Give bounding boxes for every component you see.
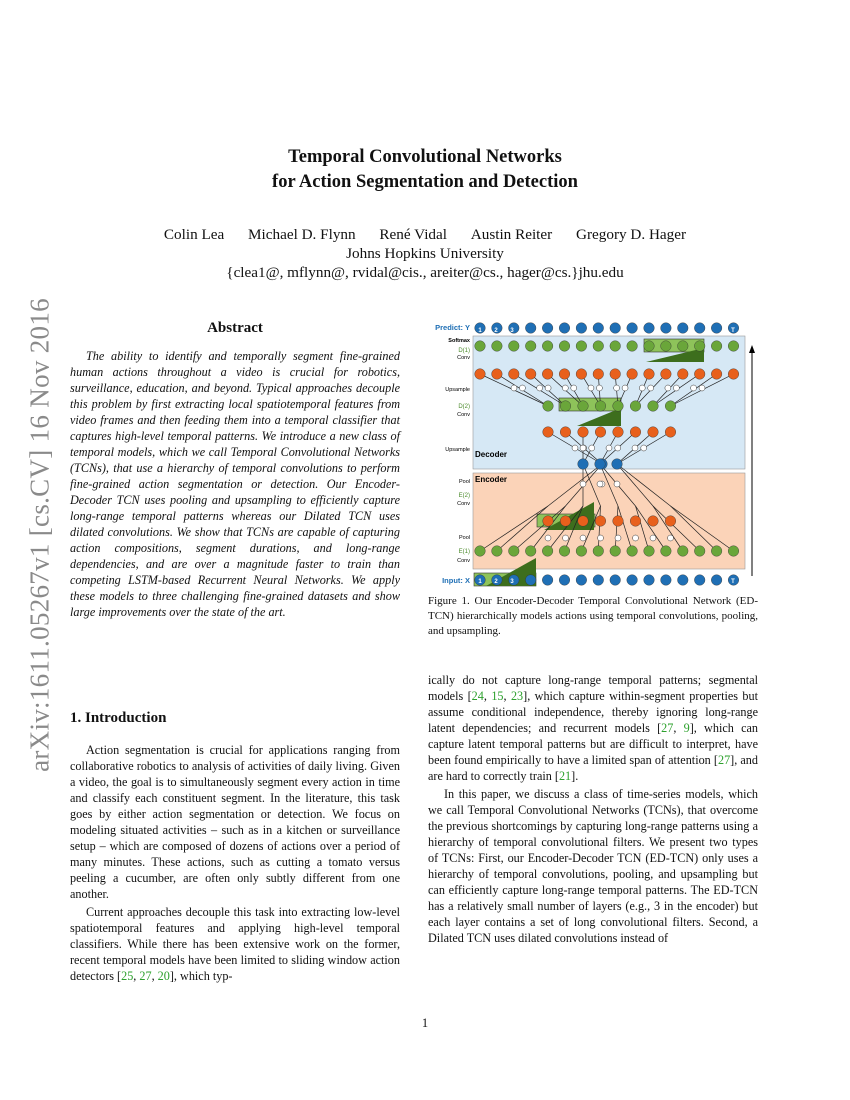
figure-caption: Figure 1. Our Encoder-Decoder Temporal Convolutional Network (ED-TCN) hierarchically models actions using temporal convolutions, pooling, and upsampling.	[428, 595, 758, 637]
network-node	[492, 546, 503, 557]
citation-link[interactable]: 27	[661, 721, 674, 735]
network-node	[525, 369, 536, 380]
network-node	[630, 427, 641, 438]
network-node	[542, 369, 553, 380]
svg-text:T: T	[731, 328, 735, 334]
author-1: Colin Lea	[163, 226, 225, 243]
svg-text:E(1): E(1)	[458, 549, 470, 555]
network-node	[595, 401, 606, 412]
plus-op-icon	[545, 535, 551, 541]
plus-op-icon	[633, 535, 639, 541]
right-paragraph-2: In this paper, we discuss a class of time-series models, which we call Temporal Convolutional Networks (TCNs), that overcome the previous shortcomings by capturing long-range patterns using a hierarchy of temporal convolutional filters. We present two types of TCNs: First, our Encoder-Decoder TCN (ED-TCN) only uses a hierarchy of temporal convolutions, pooling, and upsampling but can efficiently capture long-range temporal patterns. The ED-TCN has a relatively small number of layers (e.g., 3 in the encoder) but each layer contains a set of long convolutional filters. Second, a Dilated TCN uses dilated convolutions instead of	[428, 787, 758, 945]
network-node	[627, 323, 638, 334]
network-node	[694, 341, 705, 352]
affiliation: Johns Hopkins University	[346, 245, 504, 262]
plus-op-icon	[519, 385, 525, 391]
network-node	[578, 459, 589, 470]
network-node	[711, 575, 722, 586]
citation-link[interactable]: 27	[139, 969, 152, 983]
arxiv-stamp: arXiv:1611.05267v1 [cs.CV] 16 Nov 2016	[24, 298, 55, 772]
plus-op-icon	[648, 385, 654, 391]
svg-text:Softmax: Softmax	[448, 338, 470, 344]
network-node	[559, 323, 570, 334]
network-node	[576, 369, 587, 380]
svg-text:T: T	[731, 579, 735, 585]
citation-link[interactable]: 23	[510, 689, 524, 703]
network-node	[678, 323, 689, 334]
network-node	[627, 341, 638, 352]
plus-op-icon	[580, 445, 586, 451]
svg-text:3: 3	[510, 328, 514, 334]
network-node	[576, 546, 587, 557]
network-node	[678, 369, 689, 380]
plus-op-icon	[537, 385, 543, 391]
network-node	[694, 546, 705, 557]
citation-link[interactable]: 21	[558, 769, 572, 783]
plus-op-icon	[699, 385, 705, 391]
plus-op-icon	[615, 445, 621, 451]
network-node	[492, 341, 503, 352]
title-line-1: Temporal Convolutional Networks	[288, 147, 562, 167]
network-node	[576, 575, 587, 586]
svg-text:2: 2	[494, 579, 498, 585]
network-node	[694, 323, 705, 334]
network-node	[543, 401, 554, 412]
network-node	[644, 323, 655, 334]
decoder-label: Decoder	[475, 450, 508, 459]
network-node	[525, 323, 536, 334]
network-node	[610, 369, 621, 380]
network-node	[678, 575, 689, 586]
svg-text:Conv: Conv	[457, 501, 470, 507]
network-node	[665, 427, 676, 438]
network-node	[711, 323, 722, 334]
network-node	[525, 575, 536, 586]
network-node	[560, 427, 571, 438]
network-node	[542, 575, 553, 586]
network-node	[610, 575, 621, 586]
network-node	[711, 546, 722, 557]
svg-text:Pool: Pool	[458, 535, 470, 541]
network-node	[627, 575, 638, 586]
svg-text:Upsample: Upsample	[445, 447, 470, 453]
network-node	[525, 341, 536, 352]
network-node	[678, 546, 689, 557]
predict-label: Predict: Y	[435, 323, 470, 332]
plus-op-icon	[597, 481, 603, 487]
plus-op-icon	[641, 445, 647, 451]
network-node	[509, 341, 520, 352]
network-node	[593, 546, 604, 557]
plus-op-icon	[691, 385, 697, 391]
input-label: Input: X	[442, 576, 470, 585]
svg-text:1: 1	[478, 579, 482, 585]
network-node	[694, 369, 705, 380]
network-node	[711, 341, 722, 352]
plus-op-icon	[589, 445, 595, 451]
network-node	[648, 401, 659, 412]
network-node	[595, 427, 606, 438]
plus-op-icon	[562, 385, 568, 391]
network-node	[728, 369, 739, 380]
network-node	[678, 341, 689, 352]
network-node	[728, 341, 739, 352]
network-node	[559, 575, 570, 586]
network-node	[475, 546, 486, 557]
network-node	[492, 369, 503, 380]
right-paragraph-1: ically do not capture long-range temporal patterns; segmental models [24, 15, 23], which capture within-segment properties but assume conditional independence, thereby ignoring long-range latent dependencies; and recurrent models [27, 9], which can capture latent temporal patterns but are difficult to interpret, have been found empirically to have a limited span of attention [27], and are hard to correctly train [21].	[428, 673, 759, 783]
network-node	[610, 546, 621, 557]
page-number: 1	[421, 1016, 429, 1030]
network-node	[525, 546, 536, 557]
network-node	[578, 427, 589, 438]
author-5: Gregory D. Hager	[575, 226, 687, 243]
plus-op-icon	[572, 445, 578, 451]
network-node	[578, 516, 589, 527]
svg-text:D(2): D(2)	[458, 404, 470, 410]
author-4: Austin Reiter	[470, 226, 553, 243]
network-node	[593, 323, 604, 334]
network-node	[559, 546, 570, 557]
author-names	[0, 225, 850, 244]
figure-ed-tcn	[428, 318, 758, 590]
network-node	[613, 401, 624, 412]
plus-op-icon	[639, 385, 645, 391]
network-node	[661, 323, 672, 334]
network-node	[648, 427, 659, 438]
title-line-2: for Action Segmentation and Detection	[272, 172, 578, 192]
plus-op-icon	[571, 385, 577, 391]
intro-heading: 1. Introduction	[70, 710, 167, 726]
network-node	[578, 401, 589, 412]
svg-text:Conv: Conv	[457, 355, 470, 361]
intro-paragraph-2: Current approaches decouple this task into extracting low-level spatiotemporal features and applying high-level temporal classifiers. While there has been extensive work on the former, recent temporal models have been limited to sliding window action detectors [25, 27, 20], which typ-	[70, 905, 400, 983]
citation-link[interactable]: 25	[121, 969, 134, 983]
right-column	[428, 672, 758, 948]
citation-link[interactable]: 20	[157, 969, 170, 983]
svg-text:Pool: Pool	[458, 479, 470, 485]
network-node	[612, 459, 623, 470]
left-column	[70, 742, 400, 986]
author-block	[0, 225, 850, 282]
network-node	[613, 427, 624, 438]
network-node	[661, 341, 672, 352]
plus-op-icon	[614, 481, 620, 487]
svg-text:D(1): D(1)	[458, 348, 470, 354]
network-node	[661, 369, 672, 380]
network-node	[665, 401, 676, 412]
network-node	[593, 341, 604, 352]
plus-op-icon	[632, 445, 638, 451]
network-node	[509, 369, 520, 380]
abstract-text: The ability to identify and temporally segment fine-grained human actions throughout a video is crucial for robotics, surveillance, education, and beyond. Typical approaches decouple this problem by first extracting local spatiotemporal features from video frames and then feeding them into a temporal classifier that captures high-level temporal patterns. We introduce a new class of temporal models, which we call Temporal Convolutional Networks (TCNs), that use a hierarchy of temporal convolutions to perform fine-grained action segmentation or detection. Our Encoder-Decoder TCN uses pooling and upsampling to efficiently capture long-range temporal patterns whereas our Dilated TCN uses dilated convolutions. We show that TCNs are capable of capturing action compositions, segment durations, and long-range dependencies, and are over a magnitude faster to train than competing LSTM-based Recurrent Neural Networks. We apply these models to three challenging fine-grained datasets and show large improvements over the state of the art.	[70, 349, 400, 619]
network-node	[593, 369, 604, 380]
network-node	[644, 575, 655, 586]
network-node	[694, 575, 705, 586]
network-node	[475, 369, 486, 380]
plus-op-icon	[563, 535, 569, 541]
plus-op-icon	[588, 385, 594, 391]
network-node	[648, 516, 659, 527]
network-node	[644, 546, 655, 557]
network-node	[728, 546, 739, 557]
svg-text:Conv: Conv	[457, 558, 470, 564]
encoder-label: Encoder	[475, 475, 508, 484]
citation-link[interactable]: 9	[683, 721, 690, 735]
network-node	[542, 546, 553, 557]
network-node	[560, 401, 571, 412]
plus-op-icon	[650, 535, 656, 541]
network-node	[644, 369, 655, 380]
svg-text:1: 1	[478, 328, 482, 334]
network-node	[576, 341, 587, 352]
network-node	[665, 516, 676, 527]
plus-op-icon	[580, 535, 586, 541]
network-node	[610, 323, 621, 334]
plus-op-icon	[614, 385, 620, 391]
network-node	[711, 369, 722, 380]
network-node	[475, 341, 486, 352]
svg-text:Upsample: Upsample	[445, 387, 470, 393]
svg-text:3: 3	[510, 579, 514, 585]
network-node	[627, 369, 638, 380]
intro-paragraph-1: Action segmentation is crucial for applications ranging from collaborative robotics to analysis of activities of daily living. Given a video, the goal is to simultaneously segment every action in time and classify each constituent segment. In the literature, this task goes by either action segmentation or detection. We focus on modeling situated activities – such as in a kitchen or surveillance setup – which are composed of dozens of actions over a period of many minutes. These actions, such as cutting a tomato versus peeling a cucumber, are often only subtly different from one another.	[70, 743, 400, 901]
plus-op-icon	[606, 445, 612, 451]
network-node	[576, 323, 587, 334]
network-node	[595, 459, 606, 470]
plus-op-icon	[665, 385, 671, 391]
plus-op-icon	[622, 385, 628, 391]
plus-op-icon	[545, 385, 551, 391]
network-node	[610, 341, 621, 352]
network-node	[543, 516, 554, 527]
network-node	[661, 546, 672, 557]
network-node	[627, 546, 638, 557]
network-node	[630, 401, 641, 412]
svg-text:E(2): E(2)	[458, 493, 470, 499]
plus-op-icon	[615, 535, 621, 541]
plus-op-icon	[668, 535, 674, 541]
network-node	[560, 516, 571, 527]
network-node	[543, 427, 554, 438]
abstract-heading: Abstract	[207, 320, 263, 336]
network-node	[593, 575, 604, 586]
author-2: Michael D. Flynn	[248, 226, 356, 243]
svg-text:Conv: Conv	[457, 412, 470, 418]
citation-link[interactable]: 27	[717, 753, 731, 767]
network-node	[630, 516, 641, 527]
paper-title	[0, 145, 850, 195]
network-node	[509, 546, 520, 557]
citation-link[interactable]: 24	[471, 689, 484, 703]
svg-text:2: 2	[494, 328, 498, 334]
network-node	[542, 323, 553, 334]
plus-op-icon	[598, 535, 604, 541]
author-3: René Vidal	[379, 226, 447, 243]
plus-op-icon	[511, 385, 517, 391]
plus-op-icon	[596, 385, 602, 391]
plus-op-icon	[580, 481, 586, 487]
network-node	[542, 341, 553, 352]
plus-op-icon	[673, 385, 679, 391]
network-node	[559, 369, 570, 380]
network-node	[613, 516, 624, 527]
citation-link[interactable]: 15	[491, 689, 504, 703]
network-node	[559, 341, 570, 352]
network-node	[644, 341, 655, 352]
network-node	[595, 516, 606, 527]
emails: {clea1@, mflynn@, rvidal@cis., areiter@cs., hager@cs.}jhu.edu	[226, 264, 624, 281]
network-node	[661, 575, 672, 586]
